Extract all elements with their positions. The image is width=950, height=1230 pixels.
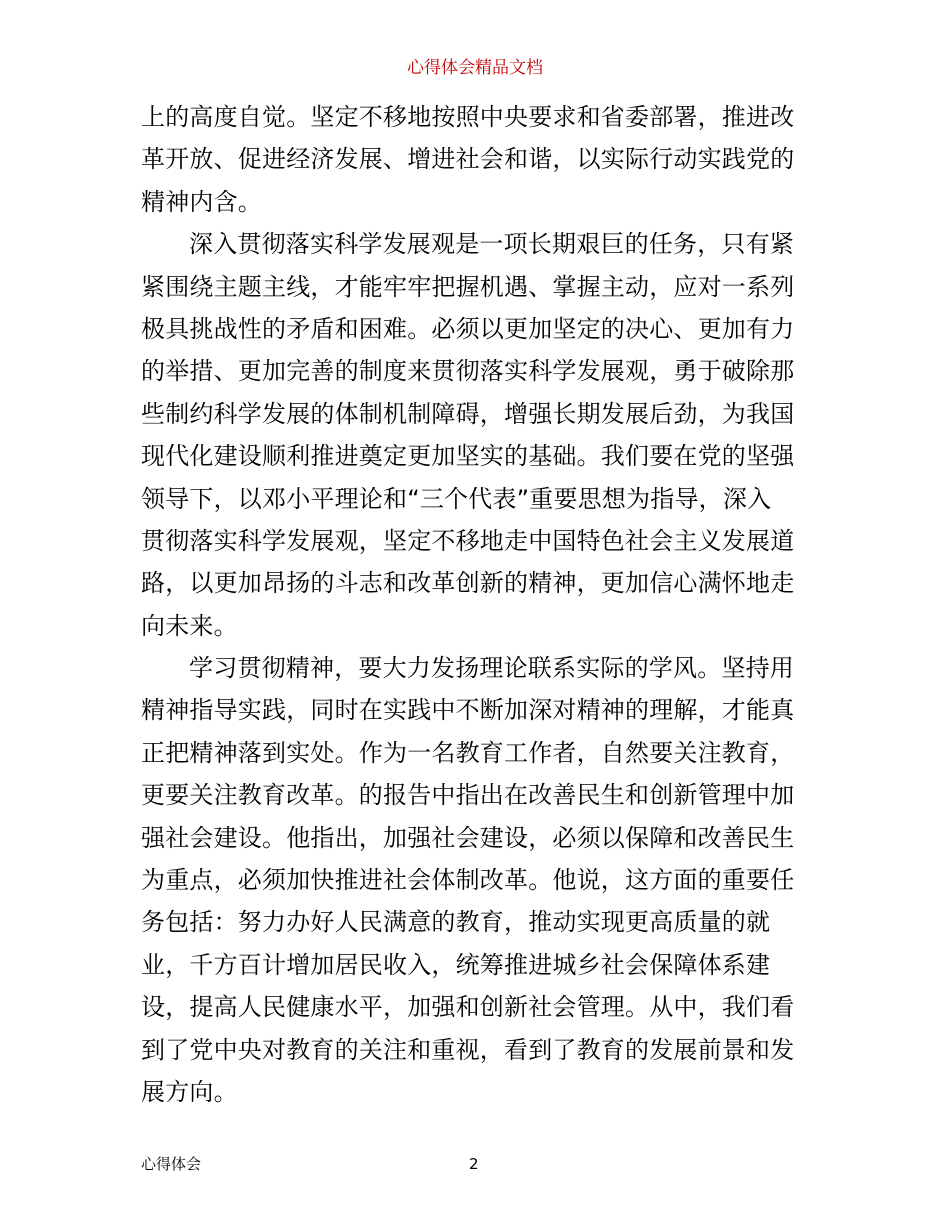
body-line: 设，提高人民健康水平，加强和创新社会管理。从中，我们看 — [141, 993, 795, 1022]
body-line: 深入贯彻落实科学发展观是一项长期艰巨的任务，只有紧 — [189, 230, 794, 259]
page-number: 2 — [469, 1155, 479, 1173]
body-line: 业，千方百计增加居民收入，统筹推进城乡社会保障体系建 — [141, 950, 771, 979]
body-line: 现代化建设顺利推进奠定更加坚实的基础。我们要在党的坚强 — [141, 442, 795, 471]
body-line: 强社会建设。他指出，加强社会建设，必须以保障和改善民生 — [141, 823, 795, 852]
body-line: 展方向。 — [141, 1077, 238, 1106]
body-line: 些制约科学发展的体制机制障碍，增强长期发展后劲，为我国 — [141, 399, 795, 428]
body-line: 上的高度自觉。坚定不移地按照中央要求和省委部署，推进改 — [141, 103, 795, 131]
body-line: 路，以更加昂扬的斗志和改革创新的精神，更加信心满怀地走 — [141, 569, 795, 598]
body-line: 贯彻落实科学发展观，坚定不移地走中国特色社会主义发展道 — [141, 526, 795, 555]
body-line: 到了党中央对教育的关注和重视，看到了教育的发展前景和发 — [141, 1035, 795, 1064]
body-line: 更要关注教育改革。的报告中指出在改善民生和创新管理中加 — [141, 781, 795, 810]
body-line: 的举措、更加完善的制度来贯彻落实科学发展观，勇于破除那 — [141, 357, 795, 386]
body-line: 领导下，以邓小平理论和“三个代表”重要思想为指导，深入 — [141, 484, 772, 513]
body-line: 向未来。 — [141, 611, 238, 640]
body-line: 正把精神落到实处。作为一名教育工作者，自然要关注教育， — [141, 738, 795, 767]
body-line: 极具挑战性的矛盾和困难。必须以更加坚定的决心、更加有力 — [141, 314, 795, 343]
body-line: 学习贯彻精神，要大力发扬理论联系实际的学风。坚持用 — [189, 654, 794, 683]
document-body — [141, 96, 813, 1113]
document-header-title: 心得体会精品文档 — [407, 58, 543, 78]
body-line: 精神指导实践，同时在实践中不断加深对精神的理解，才能真 — [141, 696, 795, 725]
body-line: 革开放、促进经济发展、增进社会和谐，以实际行动实践党的 — [141, 145, 795, 174]
body-line: 紧围绕主题主线，才能牢牢把握机遇、掌握主动，应对一系列 — [141, 272, 795, 301]
document-footer — [141, 1152, 813, 1176]
footer-label: 心得体会 — [141, 1155, 202, 1173]
body-line: 精神内含。 — [141, 187, 262, 216]
body-line: 为重点，必须加快推进社会体制改革。他说，这方面的重要任 — [141, 866, 795, 895]
body-line: 务包括：努力办好人民满意的教育，推动实现更高质量的就 — [141, 908, 771, 937]
